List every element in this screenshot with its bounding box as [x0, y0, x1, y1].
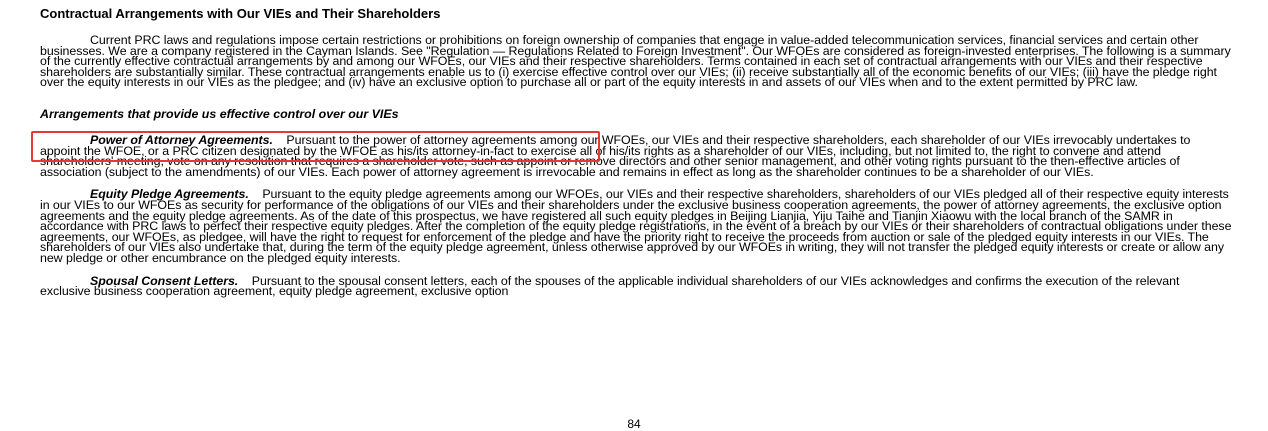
highlight-box — [31, 131, 600, 162]
section-title: Contractual Arrangements with Our VIEs and Their Shareholders — [40, 6, 441, 21]
page-number: 84 — [627, 417, 641, 431]
intro-text: Current PRC laws and regulations impose certain restrictions or prohibitions on foreign ownership of companies that engage in value-added telecommunication services, financial services and certain other businesses. We are a company registered in the Cayman Islands. See "Regulation — Regulations Related to Foreign Investment". Our WFOEs are considered as foreign-invested enterprises. The following is a summary of the currently effective contractual arrangements by and among our WFOEs, our VIEs and their respective shareholders. Terms contained in each set of contractual arrangements with our VIEs and their respective shareholders are substantially similar. These contractual arrangements enable us to (i) exercise effective control over our VIEs; (ii) receive substantially all of the economic benefits of our VIEs; (iii) have the pledge right over the equity interests in our VIEs as the pledgee; and (iv) have an exclusive option to purchase all or part of the equity interests in and assets of our VIEs when and to the extent permitted by PRC law. — [40, 33, 1231, 90]
equity-pledge-paragraph — [40, 189, 1232, 263]
power-of-attorney-text: Pursuant to the power of attorney agreements among our WFOEs, our VIEs and their respective shareholders, each shareholder of our VIEs irrevocably undertakes to appoint the WFOE, or a PRC citizen designated by the WFOE as his/its attorney-in-fact to exercise all of his/its rights as a shareholder of our VIEs, including, but not limited to, the right to convene and attend shareholders' meeting, vote on any resolution that requires a shareholder vote, such as appoint or remove directors and other senior management, and other voting rights pursuant to the then-effective articles of association (subject to the amendments) of our VIEs. Each power of attorney agreement is irrevocable and remains in effect as long as the shareholder continues to be a shareholder of our VIEs. — [40, 132, 1191, 179]
equity-pledge-title: Equity Pledge Agreements. — [90, 187, 249, 202]
spousal-consent-paragraph — [40, 273, 1232, 299]
spousal-consent-title: Spousal Consent Letters. — [90, 273, 239, 288]
power-of-attorney-title: Power of Attorney Agreements. — [90, 132, 273, 147]
spousal-consent-text: Pursuant to the spousal consent letters, each of the spouses of the applicable individual shareholders of our VIEs acknowledges and confirms the execution of the relevant exclusive business cooperation agreement, equity pledge agreement, exclusive option — [40, 273, 1180, 299]
highlighted-subheading: Arrangements that provide us effective control over our VIEs — [40, 106, 399, 121]
intro-paragraph — [40, 35, 1232, 88]
equity-pledge-text: Pursuant to the equity pledge agreements among our WFOEs, our VIEs and their respective shareholders, shareholders of our VIEs pledged all of their respective equity interests in our VIEs to our WFOEs as security for performance of the obligations of our VIEs and their shareholders under the exclusive business cooperation agreements, the power of attorney agreements, the exclusive option agreements and the equity pledge agreements. As of the date of this prospectus, we have registered all such equity pledges in Beijing Lianjia, Yiju Taihe and Tianjin Xiaowu with the local branch of the SAMR in accordance with PRC laws to perfect their respective equity pledges. After the completion of the equity pledge registrations, in the event of a breach by our VIEs or their shareholders of contractual obligations under these agreements, our WFOEs, as pledgee, will have the right to request for enforcement of the pledge and have the priority right to receive the proceeds from auction or sale of the pledged equity interests in our VIEs. The shareholders of our VIEs also undertake that, during the term of the equity pledge agreement, unless otherwise approved by our WFOEs in writing, they will not transfer the pledged equity interests or create or allow any new pledge or other encumbrance on the pledged equity interests. — [40, 187, 1232, 265]
